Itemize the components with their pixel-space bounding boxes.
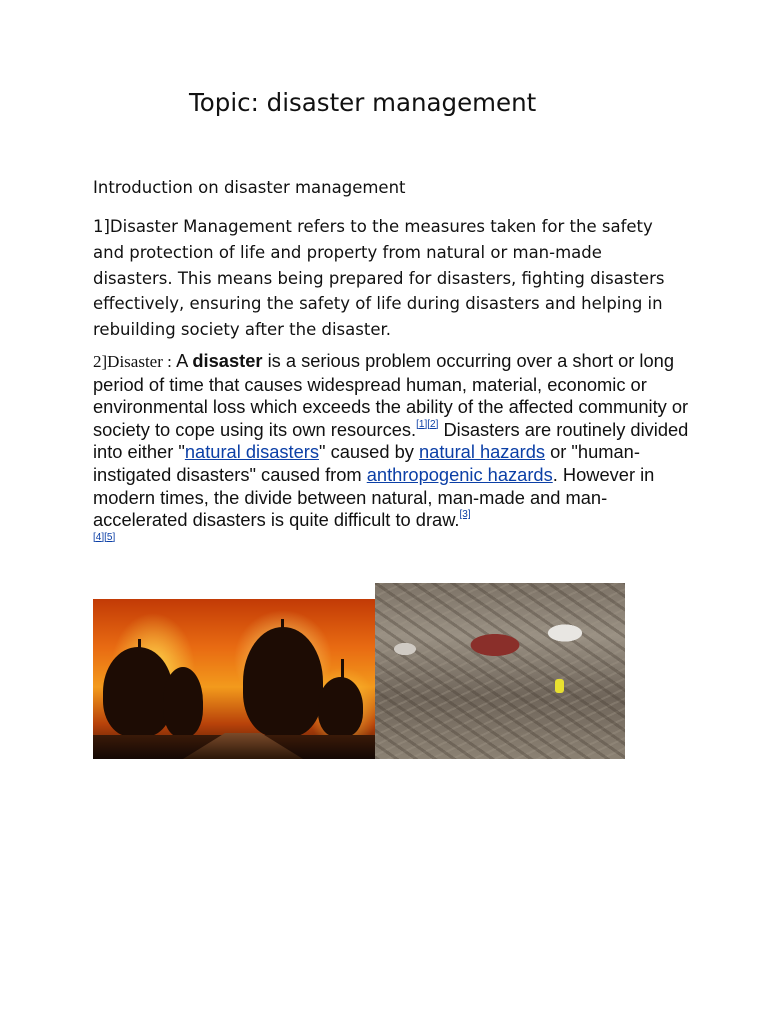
bold-term: disaster [192,350,263,371]
citation-3[interactable]: [3] [459,509,471,521]
citation-1[interactable]: [1] [416,418,428,430]
intro-heading: Introduction on disaster management [93,178,406,197]
citation-line [93,532,693,544]
wildfire-photo [93,599,375,759]
tree-silhouette [163,667,203,737]
text-segment: . However in modern times, the divide between natural, man-made and man-accelerated disasters is quite difficult to draw. [93,463,655,531]
citation-group [416,419,438,430]
citation-group [460,509,471,520]
text-segment: or "human-instigated disasters" caused from [93,441,640,485]
link-anthropogenic-hazards[interactable]: anthropogenic hazards [366,463,553,485]
paragraph-disaster [93,350,693,544]
text-segment: is a serious problem occurring over a short or long period of time that causes widespread human, material, economic or environmental loss which exceeds the ability of the affected community or society to cope using its own resources. [93,350,689,440]
debris-photo [375,583,625,759]
page-title: Topic: disaster management [189,88,537,117]
rescue-worker [555,679,564,693]
text-segment: " caused by [319,441,419,463]
paragraph-lead: 2]Disaster : [93,352,177,371]
text-segment: A [176,350,193,371]
citation-2[interactable]: [2] [427,418,439,430]
link-natural-hazards[interactable]: natural hazards [419,441,546,463]
text-segment: Disasters are routinely divided into either " [93,418,689,463]
citation-5[interactable]: [5] [104,531,116,543]
citation-4[interactable]: [4] [93,531,105,543]
link-natural-disasters[interactable]: natural disasters [184,441,319,463]
paragraph-definition: 1]Disaster Management refers to the measures taken for the safety and protection of life and property from natural or man-made disasters. This means being prepared for disasters, fighting disasters effectively, ensuring the safety of life during disasters and helping in rebuilding society after the disaster. [93,217,665,340]
